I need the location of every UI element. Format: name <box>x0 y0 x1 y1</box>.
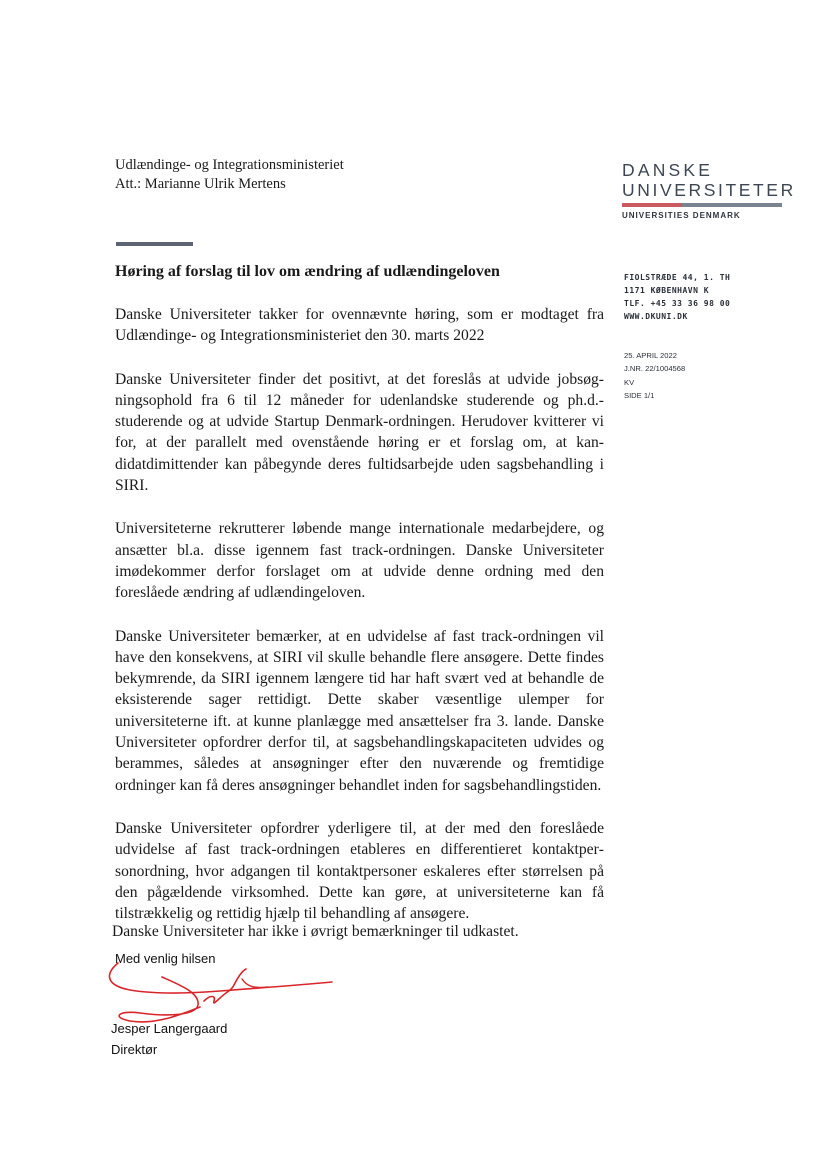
body-paragraph-5: Danske Universiteter opfordrer yderligere til, at der med den foreslåede udvidelse af fast track-ordningen etableres en differentieret kontaktpersonordning, hvor adgangen til kontaktpersoner eskaleres efter størrelsen på den pågældende virksomhed. Dette kan gøre, at universiteterne kan få tilstrækkelig og rettidig hjælp til behandling af ansøgere. <box>115 819 604 923</box>
recipient-block <box>115 156 344 194</box>
recipient-ministry: Udlændinge- og Integrationsministeriet <box>115 157 344 173</box>
title-rule <box>116 242 193 246</box>
logo-color-bar <box>622 203 782 207</box>
address-web: WWW.DKUNI.DK <box>624 312 688 321</box>
logo-subtitle: UNIVERSITIES DENMARK <box>622 211 741 220</box>
body-paragraph-1: Danske Universiteter takker for ovennævnte høring, som er modtaget fra Udlændinge- og Integrationsministeriet den 30. marts 2022 <box>115 306 604 345</box>
body-paragraph-3: Universiteterne rekrutterer løbende mange internationale medarbejdere, og ansætter bl.a. disse igennem fast track-ordningen. Danske Universiteter imødekommer derfor forslaget om at udvide denne ordning med den foreslåede ændring af udlændingeloven. <box>115 520 604 602</box>
letter-title: Høring af forslag til lov om ændring af udlændingeloven <box>115 263 500 280</box>
body-paragraph-2: Danske Universiteter finder det positivt, at det foreslås at udvide jobsøgningsophold fra 6 til 12 måneder for udenlandske studerende og ph.d.-studerende og at udvide Startup Denmark-ordningen. Herudover kvitterer vi for, at der parallelt med ovenstående høring er et forslag om, at kandidatdimittender kan påbegynde deres fultidsarbejde uden sagsbehandling i SIRI. <box>115 370 604 495</box>
body-paragraph-4: Danske Universiteter bemærker, at en udvidelse af fast track-ordningen vil have den konsekvens, at SIRI vil skulle behandle flere ansøgere. Dette findes bekymrende, da SIRI igennem længere tid har haft svært ved at behandle de eksisterende sager rettidigt. Dette skaber væsentlige ulemper for universiteterne ift. at kunne planlægge med ansættelser fra 3. lande. Danske Universiteter opfordrer derfor til, at sagsbehandlingskapaciteten udvides og berammes, således at ansøgninger efter den nuværende og fremtidige ordninger kan få deres ansøgninger behandlet inden for sagsbehandlingstiden. <box>115 627 604 794</box>
greeting: Med venlig hilsen <box>115 951 216 966</box>
recipient-attention: Att.: Marianne Ulrik Mertens <box>115 176 286 192</box>
danske-universiteter-logo <box>622 160 796 200</box>
sender-address <box>624 271 730 323</box>
logo-bar-gray <box>682 203 782 207</box>
meta-date: 25. APRIL 2022 <box>624 351 677 360</box>
logo-text-line1: DANSKE <box>622 160 714 180</box>
logo-text-line2: UNIVERSITETER <box>622 180 796 200</box>
meta-journal-number: J.NR. 22/1004568 <box>624 364 686 374</box>
signer-role: Direktør <box>111 1042 158 1057</box>
letter-meta <box>624 349 685 403</box>
address-phone: TLF. +45 33 36 98 00 <box>624 299 731 308</box>
signer-name: Jesper Langergaard <box>111 1021 228 1036</box>
meta-initials: KV <box>624 377 635 387</box>
logo-bar-red <box>622 203 682 207</box>
address-city: 1171 KØBENHAVN K <box>624 286 710 295</box>
letter-body <box>115 304 604 946</box>
closing-remark: Danske Universiteter har ikke i øvrigt bemærkninger til udkastet. <box>112 923 519 940</box>
address-street: FIOLSTRÆDE 44, 1. TH <box>624 273 731 282</box>
meta-page: SIDE 1/1 <box>624 391 655 401</box>
